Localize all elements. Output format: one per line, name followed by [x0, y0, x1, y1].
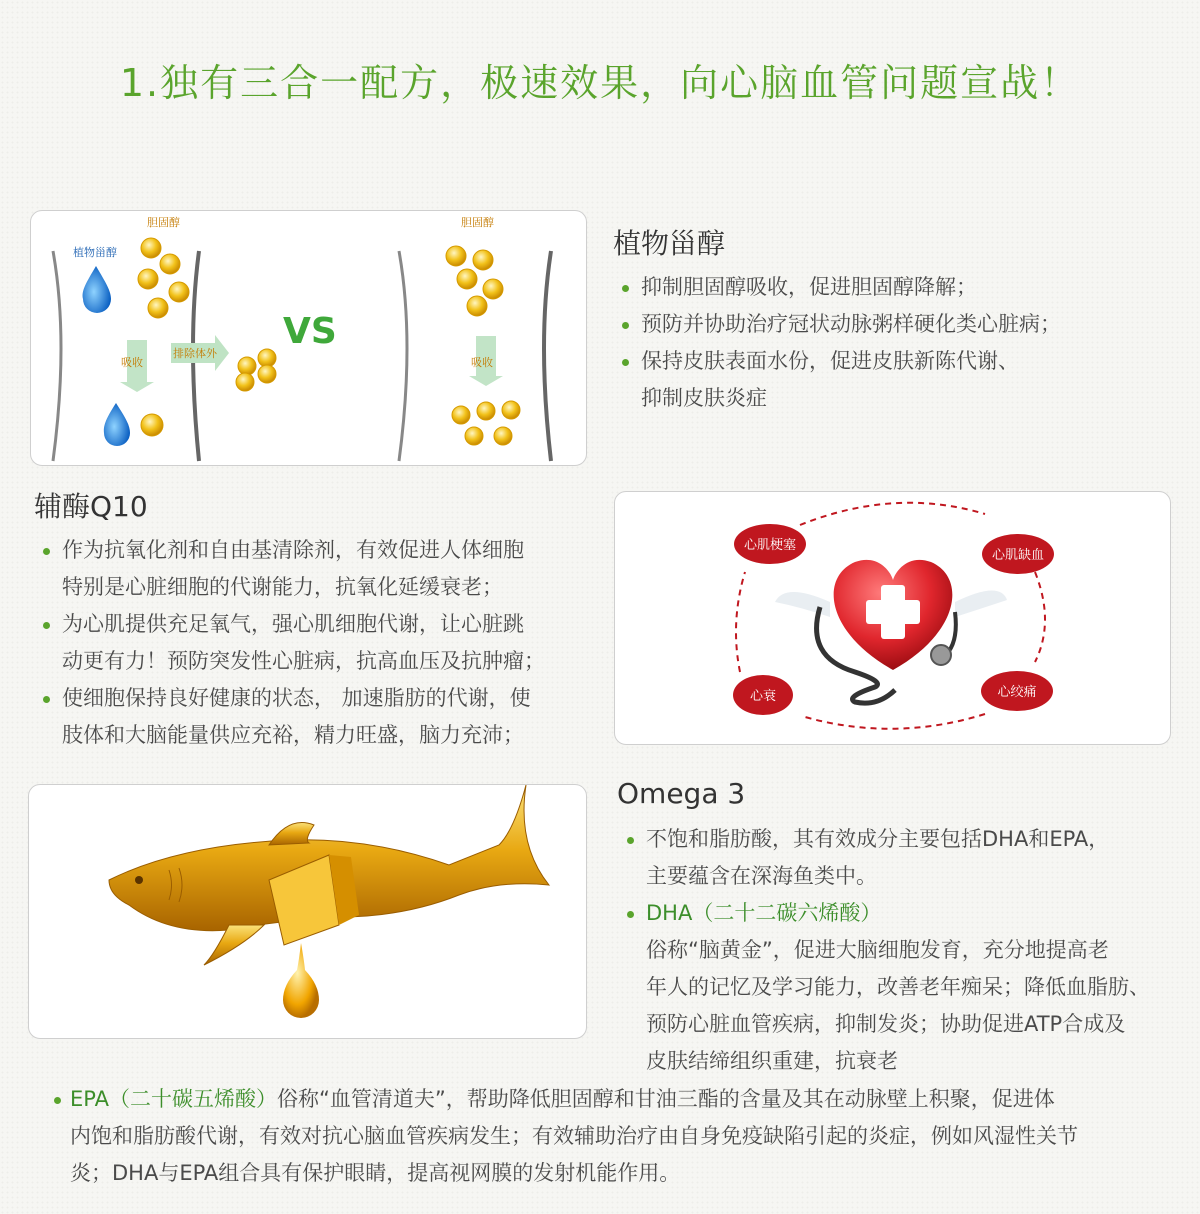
- sterol-list: [613, 269, 1193, 417]
- label-excrete: 排除体外: [173, 347, 217, 360]
- sterol-drop-icon: [83, 266, 111, 313]
- cholesterol-balls-left: [138, 238, 276, 436]
- heart-diagram: [614, 491, 1171, 745]
- epa-paragraph: [52, 1081, 1182, 1192]
- epa-line-1: EPA（二十碳五烯酸）俗称“血管清道夫”，帮助降低胆固醇和甘油三酯的含量及其在动脉壁上积聚，促进体: [52, 1081, 1182, 1118]
- list-item: 保持皮肤表面水份，促进皮肤新陈代谢、 抑制皮肤炎症: [613, 343, 1193, 417]
- label-plant-sterol: 植物甾醇: [73, 246, 117, 259]
- omega-title: Omega 3: [617, 777, 746, 810]
- list-item: DHA（二十二碳六烯酸） 俗称“脑黄金”，促进大脑细胞发育，充分地提高老 年人的记忆及学习能力，改善老年痴呆；降低血脂肪、 预防心脏血管疾病，抑制发炎；协助促进ATP合成及 皮肤结缔组织重建，抗衰老: [618, 895, 1193, 1080]
- label-infarction: 心肌梗塞: [743, 538, 797, 553]
- epa-line-2: 内饱和脂肪酸代谢，有效对抗心脑血管疾病发生；有效辅助治疗由自身免疫缺陷引起的炎症，例如风湿性关节: [70, 1124, 1078, 1148]
- label-vs: VS: [283, 311, 337, 352]
- dha-title: DHA（二十二碳六烯酸）: [646, 901, 882, 925]
- golden-fish-image: [28, 784, 587, 1039]
- epa-title: EPA（二十碳五烯酸）: [70, 1087, 277, 1111]
- list-item: 为心肌提供充足氧气，强心肌细胞代谢，让心脏跳 动更有力！预防突发性心脏病，抗高血压及抗肿瘤；: [34, 606, 594, 680]
- sterol-drop-icon-2: [104, 403, 130, 446]
- coq10-list: [34, 532, 594, 754]
- list-item: 作为抗氧化剂和自由基清除剂，有效促进人体细胞 特别是心脏细胞的代谢能力，抗氧化延缓衰老；: [34, 532, 594, 606]
- epa-line-3: 炎；DHA与EPA组合具有保护眼睛，提高视网膜的发射机能作用。: [70, 1161, 681, 1185]
- label-absorb-left: 吸收: [121, 356, 143, 369]
- coq10-title: 辅酶Q10: [34, 490, 148, 523]
- list-item: 抑制胆固醇吸收，促进胆固醇降解；: [613, 269, 1193, 306]
- sterol-diagram-graphic: [31, 211, 587, 466]
- golden-fish-graphic: [29, 785, 587, 1039]
- label-absorb-right: 吸收: [471, 356, 493, 369]
- oil-drop-icon: [283, 943, 319, 1018]
- label-ischemia: 心肌缺血: [991, 548, 1045, 563]
- page-headline: 1.独有三合一配方，极速效果，向心脑血管问题宣战！: [119, 61, 1081, 105]
- label-angina: 心绞痛: [997, 685, 1037, 700]
- label-cholesterol-left: 胆固醇: [147, 216, 180, 229]
- list-item: 不饱和脂肪酸，其有效成分主要包括DHA和EPA， 主要蕴含在深海鱼类中。: [618, 821, 1193, 895]
- sterol-title: 植物甾醇: [613, 227, 726, 260]
- omega-list: [618, 821, 1193, 1080]
- list-item: 使细胞保持良好健康的状态， 加速脂肪的代谢，使 肢体和大脑能量供应充裕，精力旺盛，脑力充沛；: [34, 680, 594, 754]
- heart-diagram-graphic: [615, 492, 1171, 745]
- bullet-dot: [54, 1097, 61, 1104]
- list-item: 预防并协助治疗冠状动脉粥样硬化类心脏病；: [613, 306, 1193, 343]
- sterol-diagram: [30, 210, 587, 466]
- label-failure: 心衰: [749, 689, 777, 704]
- label-cholesterol-right: 胆固醇: [461, 216, 494, 229]
